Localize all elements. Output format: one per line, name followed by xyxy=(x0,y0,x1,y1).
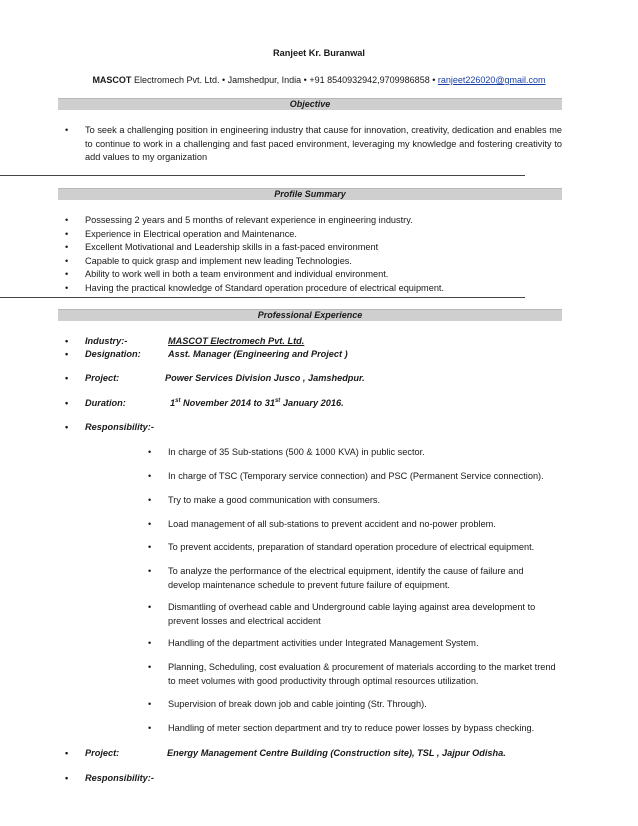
bullet: • xyxy=(65,255,69,266)
profile-item-text: Possessing 2 years and 5 months of relevant experience in engineering industry. xyxy=(85,215,413,225)
bullet: • xyxy=(148,602,152,612)
industry-row xyxy=(65,335,565,348)
contact-details: Electromech Pvt. Ltd. • Jamshedpur, India • +91 8540932942,9709986858 • xyxy=(131,75,438,85)
profile-item-text: Having the practical knowledge of Standard operation procedure of electrical equipment. xyxy=(85,282,445,293)
responsibility-item xyxy=(148,661,558,689)
profile-item xyxy=(65,241,562,255)
bullet: • xyxy=(65,269,69,279)
bullet: • xyxy=(65,748,69,758)
professional-experience-heading: Professional Experience xyxy=(58,309,562,321)
bullet: • xyxy=(148,638,152,648)
designation-value: Asst. Manager (Engineering and Project ) xyxy=(168,349,348,359)
responsibility-text: Load management of all sub-stations to prevent accident and no-power problem. xyxy=(168,519,496,529)
objective-heading: Objective xyxy=(58,98,562,110)
responsibility-label: Responsibility:- xyxy=(85,422,154,432)
bullet: • xyxy=(65,125,69,135)
bullet: • xyxy=(148,519,152,529)
objective-text: To seek a challenging position in engineering industry that cause for innovation, creativity, dedication and enables me to continue to work in a challenging and fast paced environment, leveraging my knowledge and fostering creativity to add values to my organization xyxy=(85,125,562,162)
responsibility-item xyxy=(148,698,558,712)
profile-item-text: Ability to work well in both a team environment and individual environment. xyxy=(85,269,389,279)
responsibility-text: In charge of 35 Sub-stations (500 & 1000 KVA) in public sector. xyxy=(168,447,425,457)
bullet: • xyxy=(65,398,69,408)
responsibility-row xyxy=(65,421,565,434)
industry-value: MASCOT Electromech Pvt. Ltd. xyxy=(168,336,305,346)
bullet: • xyxy=(65,773,69,783)
bullet: • xyxy=(148,723,152,733)
responsibility-item xyxy=(148,722,558,736)
responsibility-item xyxy=(148,637,558,651)
project-row xyxy=(65,372,565,385)
profile-item xyxy=(65,255,562,269)
bullet: • xyxy=(148,662,152,672)
bullet: • xyxy=(148,471,152,481)
bullet: • xyxy=(65,336,69,346)
profile-item-text: Excellent Motivational and Leadership skills in a fast-paced environment xyxy=(85,242,379,252)
responsibility-text: In charge of TSC (Temporary service connection) and PSC (Permanent Service connection). xyxy=(168,471,544,481)
responsibility-item xyxy=(148,601,558,629)
industry-label: Industry:- xyxy=(85,336,128,346)
profile-item xyxy=(65,214,562,228)
bullet: • xyxy=(65,242,69,252)
responsibility-text: Handling of meter section department and try to reduce power losses by bypass checking. xyxy=(168,723,535,733)
designation-row xyxy=(65,348,565,361)
responsibility-item xyxy=(148,446,558,460)
bullet: • xyxy=(148,699,152,709)
divider xyxy=(0,175,525,176)
responsibility-item xyxy=(148,518,558,532)
responsibility-text: Handling of the department activities under Integrated Management System. xyxy=(168,638,479,648)
designation-label: Designation: xyxy=(85,349,141,359)
email-link[interactable]: ranjeet226020@gmail.com xyxy=(437,75,546,85)
project-value: Power Services Division Jusco , Jamshedpur. xyxy=(165,373,365,383)
bullet: • xyxy=(65,349,69,359)
bullet: • xyxy=(65,282,69,293)
responsibility-item xyxy=(148,470,558,484)
responsibility-text: Planning, Scheduling, cost evaluation & procurement of materials according to the market trend to meet volumes with good productivity through optimal resources utilization. xyxy=(168,662,556,686)
responsibility-text: Dismantling of overhead cable and Underground cable laying against area development to prevent losses and electrical accident xyxy=(168,602,536,626)
profile-item-text: Experience in Electrical operation and Maintenance. xyxy=(85,228,297,239)
project-label: Project: xyxy=(85,748,120,758)
responsibility-item xyxy=(148,541,558,555)
responsibility-text: To analyze the performance of the electrical equipment, identify the cause of failure and develop maintenance schedule to prevent future failure of equipment. xyxy=(168,566,524,590)
profile-item xyxy=(65,268,562,282)
responsibility-item xyxy=(148,565,558,593)
responsibility-row xyxy=(65,772,565,785)
objective-item xyxy=(65,124,562,166)
bullet: • xyxy=(148,447,152,457)
profile-summary-heading: Profile Summary xyxy=(58,188,562,200)
duration-row xyxy=(65,397,565,410)
responsibility-text: Supervision of break down job and cable jointing (Str. Through). xyxy=(168,699,427,709)
bullet: • xyxy=(148,495,152,505)
responsibility-text: Try to make a good communication with consumers. xyxy=(168,495,381,505)
company-name: MASCOT xyxy=(92,75,132,85)
profile-item xyxy=(65,282,562,296)
project-label: Project: xyxy=(85,373,120,383)
responsibility-label: Responsibility:- xyxy=(85,773,154,783)
bullet: • xyxy=(65,422,69,432)
contact-line xyxy=(0,75,638,85)
bullet: • xyxy=(148,542,152,552)
responsibility-item xyxy=(148,494,558,508)
bullet: • xyxy=(65,215,69,225)
duration-value: 1st November 2014 to 31st January 2016. xyxy=(170,397,344,408)
project-row xyxy=(65,747,565,760)
bullet: • xyxy=(148,566,152,576)
candidate-name: Ranjeet Kr. Buranwal xyxy=(273,48,365,58)
profile-item-text: Capable to quick grasp and implement new leading Technologies. xyxy=(85,255,352,266)
duration-label: Duration: xyxy=(85,398,126,408)
profile-item xyxy=(65,228,562,242)
bullet: • xyxy=(65,228,69,239)
project-value: Energy Management Centre Building (Construction site), TSL , Jajpur Odisha. xyxy=(167,748,506,758)
divider xyxy=(0,297,525,298)
responsibility-text: To prevent accidents, preparation of standard operation procedure of electrical equipment. xyxy=(168,542,535,552)
bullet: • xyxy=(65,373,69,383)
